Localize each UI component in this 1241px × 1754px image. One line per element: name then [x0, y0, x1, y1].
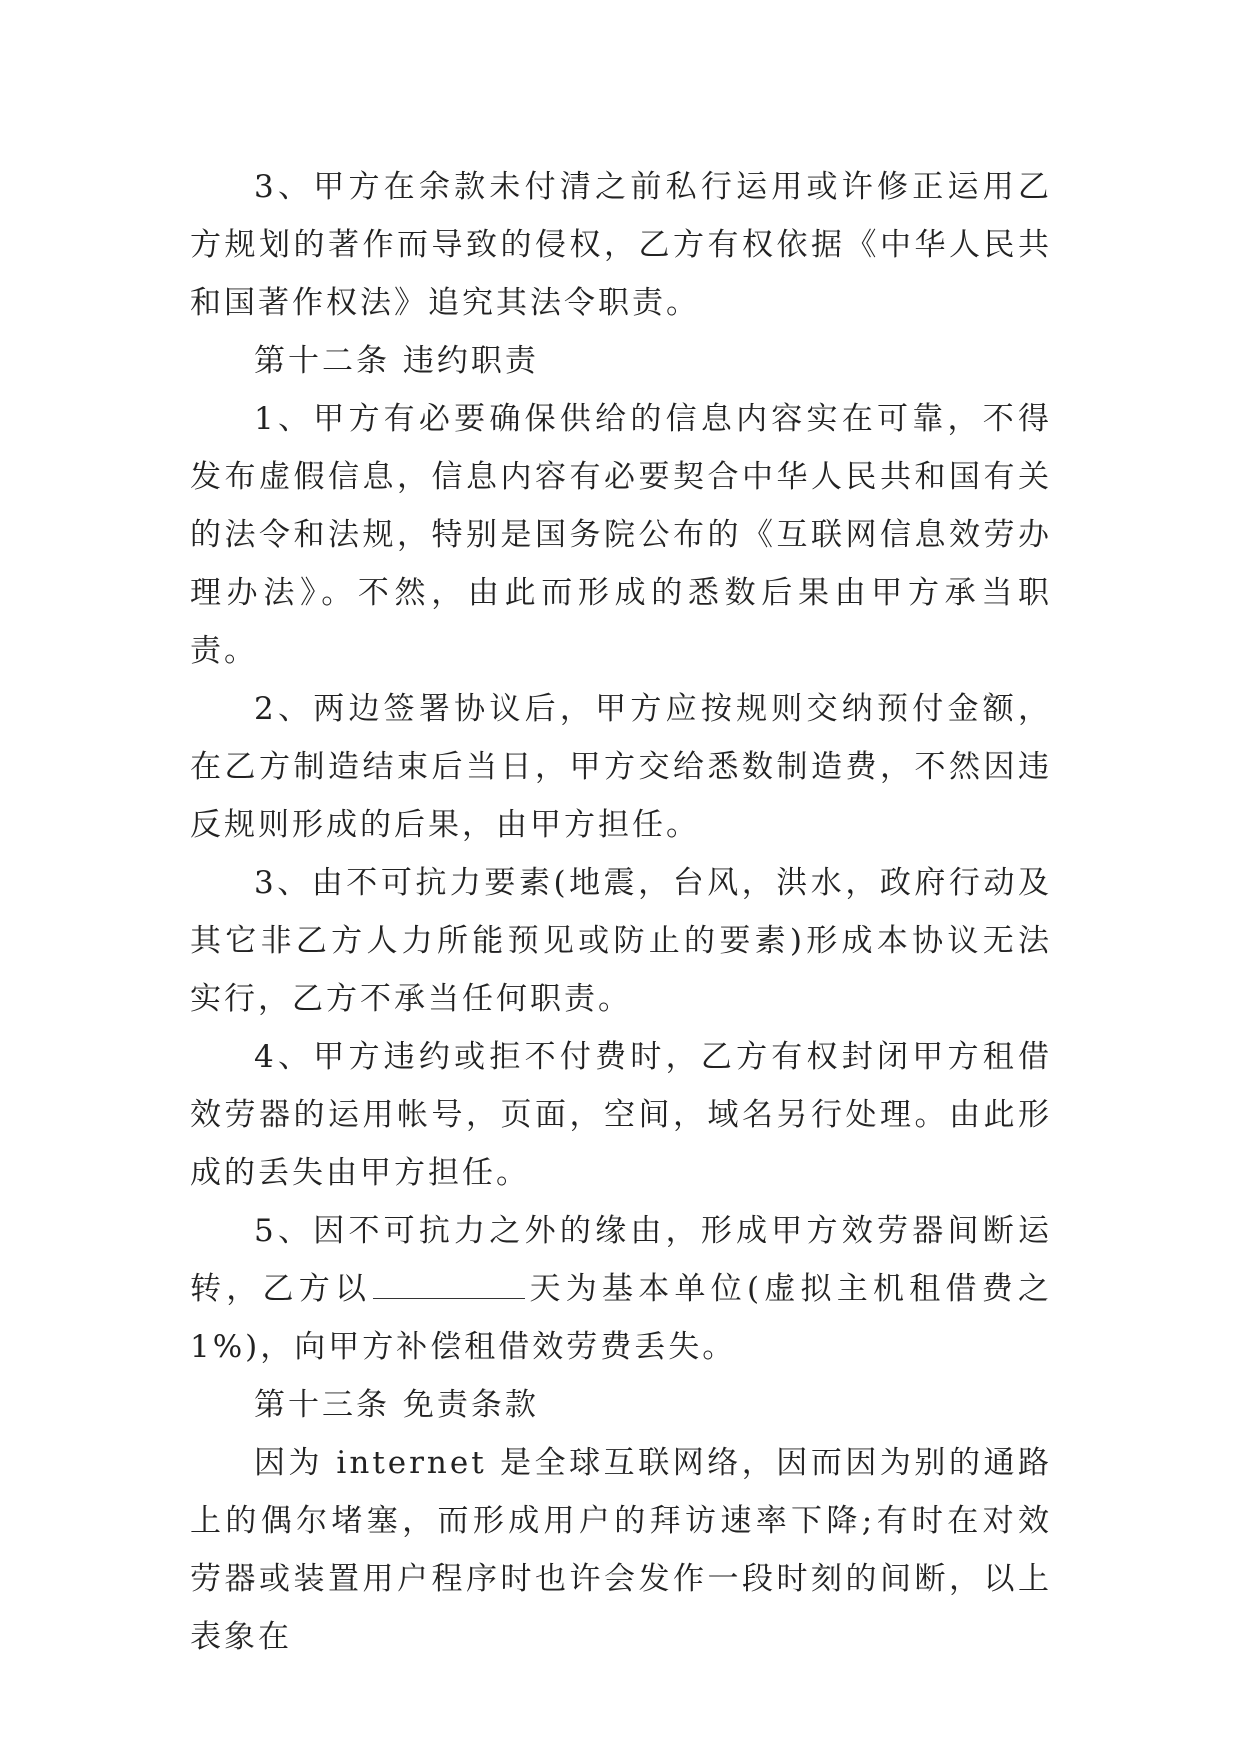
clause-12-item-2: 2、两边签署协议后，甲方应按规则交纳预付金额，在乙方制造结束后当日，甲方交给悉数制造费，不然因违反规则形成的后果，由甲方担任。 [190, 691, 1052, 843]
clause-12-item-3: 3、由不可抗力要素(地震，台风，洪水，政府行动及其它非乙方人力所能预见或防止的要素)形成本协议无法实行，乙方不承当任何职责。 [190, 865, 1052, 1017]
article-13-heading: 第十三条 免责条款 [254, 1387, 539, 1423]
article-12-heading: 第十二条 违约职责 [254, 343, 539, 379]
clause-13-paragraph: 因为 internet 是全球互联网络，因而因为别的通路上的偶尔堵塞，而形成用户的拜访速率下降;有时在对效劳器或装置用户程序时也许会发作一段时刻的间断，以上表象在 [190, 1445, 1052, 1655]
clause-12-item-5-text-after: 天为基本单位(虚拟主机租借费之 1%)，向甲方补偿租借效劳费丢失。 [190, 1271, 1053, 1365]
clause-12-item-1: 1、甲方有必要确保供给的信息内容实在可靠，不得发布虚假信息，信息内容有必要契合中华人民共和国有关的法令和法规，特别是国务院公布的《互联网信息效劳办理办法》。不然，由此而形成的悉数后果由甲方承当职责。 [190, 401, 1052, 669]
fill-in-blank [373, 1272, 525, 1299]
clause-11-item-3: 3、甲方在余款未付清之前私行运用或许修正运用乙方规划的著作而导致的侵权，乙方有权依据《中华人民共和国著作权法》追究其法令职责。 [190, 169, 1052, 321]
clause-12-item-5-text-before: 5、因不可抗力之外的缘由，形成甲方效劳器间断运转，乙方以 [190, 1213, 1052, 1307]
clause-12-item-5 [190, 1202, 1052, 1376]
clause-12-item-4: 4、甲方违约或拒不付费时，乙方有权封闭甲方租借效劳器的运用帐号，页面，空间，域名另行处理。由此形成的丢失由甲方担任。 [190, 1039, 1052, 1191]
document-body [190, 158, 1052, 1666]
